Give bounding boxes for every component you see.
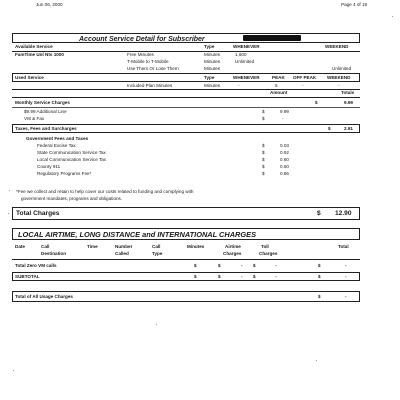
monthly-item-amount: 9.99 bbox=[280, 109, 289, 114]
tax-item-currency: $ bbox=[262, 143, 265, 148]
zero-vm-toll-amount: - bbox=[275, 263, 277, 268]
zero-vm-toll-currency: $ bbox=[253, 263, 256, 268]
plan-row-weekend: Unlimited bbox=[332, 66, 352, 71]
col-total: Total bbox=[338, 244, 349, 249]
col-airtime: Airtime bbox=[225, 244, 241, 249]
plan-row-type: Minutes bbox=[204, 66, 221, 71]
usage-total-label: Total of All Usage Charges bbox=[15, 293, 73, 299]
usage-total-amount: - bbox=[345, 293, 347, 299]
monthly-item-currency: $ bbox=[262, 109, 265, 114]
scan-speck bbox=[9, 190, 10, 191]
tax-item-amount: 0.50 bbox=[280, 164, 289, 169]
total-charges-amount: 12.90 bbox=[335, 210, 352, 217]
footnote-line: *Fee we collect and retain to help cover our costs related to funding and complying with bbox=[16, 189, 194, 194]
zero-vm-airtime-currency: $ bbox=[218, 263, 221, 268]
weekend-heading: WEEKEND bbox=[327, 74, 351, 80]
subtotal-total-amount: - bbox=[345, 273, 347, 279]
used-row-label: Included Plan Minutes bbox=[127, 83, 173, 88]
used-row-offpeak: - bbox=[302, 83, 304, 88]
used-row-weekend: - bbox=[338, 83, 340, 88]
tax-item-amount: 0.86 bbox=[280, 171, 289, 176]
account-title: Account Service Detail for Subscriber bbox=[79, 35, 205, 43]
footnote-line: government mandates, programs and obligations. bbox=[21, 196, 123, 201]
used-row-peak: 5 bbox=[275, 83, 278, 88]
tax-item-currency: $ bbox=[262, 157, 265, 162]
zero-vm-airtime-amount: - bbox=[241, 263, 243, 268]
col-number: Number bbox=[115, 244, 133, 249]
redacted-subscriber bbox=[243, 35, 301, 41]
subtotal-box bbox=[12, 272, 360, 281]
tax-item-label: Local Communication Service Tax bbox=[37, 157, 107, 162]
plan-row-label: Free Minutes bbox=[127, 52, 154, 57]
zero-vm-minutes-currency: $ bbox=[194, 263, 197, 268]
divider bbox=[12, 51, 360, 52]
subtotal-toll-currency: $ bbox=[253, 273, 256, 279]
tax-item-amount: 0.92 bbox=[280, 150, 289, 155]
tax-item-amount: 0.60 bbox=[280, 157, 289, 162]
zero-vm-total-currency: $ bbox=[318, 263, 321, 268]
tax-item-label: Regulatory Programs Fee* bbox=[37, 171, 92, 176]
monthly-charges-title: Monthly Service Charges bbox=[15, 100, 70, 105]
tax-item-label: Federal Excise Tax bbox=[37, 143, 76, 148]
used-service-heading: Used Service bbox=[15, 74, 44, 80]
subtotal-minutes-currency: $ bbox=[194, 273, 197, 279]
monthly-item-currency: $ bbox=[262, 116, 265, 121]
total-charges-label: Total Charges bbox=[16, 210, 60, 217]
divider bbox=[12, 89, 360, 90]
local-charges-title: LOCAL AIRTIME, LONG DISTANCE and INTERNATIONAL CHARGES bbox=[18, 230, 257, 239]
tax-item-currency: $ bbox=[262, 171, 265, 176]
col-toll: Toll bbox=[261, 244, 269, 249]
type-heading: Type bbox=[204, 74, 215, 80]
tax-item-label: County 911 bbox=[37, 164, 61, 169]
available-service-heading: Available Service bbox=[15, 44, 53, 49]
monthly-item-amount: - bbox=[282, 116, 284, 121]
scan-speck bbox=[13, 370, 14, 371]
scan-speck bbox=[156, 324, 157, 325]
scan-speck bbox=[392, 16, 393, 17]
amount-heading: Amount bbox=[270, 90, 288, 95]
offpeak-heading: OFF PEAK bbox=[293, 74, 317, 80]
zero-vm-total-amount: - bbox=[345, 263, 347, 268]
col-call: Call bbox=[41, 244, 50, 249]
col-called: Called bbox=[115, 251, 129, 256]
whenever-heading: WHENEVER bbox=[233, 44, 260, 49]
tax-item-currency: $ bbox=[262, 150, 265, 155]
total-charges-currency: $ bbox=[317, 210, 321, 217]
used-row-type: Minutes bbox=[204, 83, 221, 88]
usage-total-currency: $ bbox=[318, 293, 321, 299]
monthly-total: 9.99 bbox=[344, 100, 353, 105]
col-toll-charges: Charges bbox=[259, 251, 278, 256]
col-call-type: Call bbox=[152, 244, 161, 249]
divider bbox=[12, 97, 360, 98]
plan-row-whenever: 1,600 bbox=[235, 52, 247, 57]
col-minutes: Minutes bbox=[187, 244, 205, 249]
col-type: Type bbox=[152, 251, 163, 256]
plan-row-label: T-Mobile to T-Mobile bbox=[127, 59, 169, 64]
monthly-item-label: $9.99 Additional Line bbox=[24, 109, 67, 114]
weekend-heading: WEEKEND bbox=[325, 44, 349, 49]
subtotal-airtime-amount: - bbox=[241, 273, 243, 279]
taxes-subheading: Government Fees and Taxes bbox=[26, 136, 89, 141]
subtotal-total-currency: $ bbox=[318, 273, 321, 279]
plan-row-type: Minutes bbox=[204, 59, 221, 64]
scan-speck bbox=[8, 213, 9, 214]
taxes-total: 2.91 bbox=[344, 125, 353, 131]
col-time: Time bbox=[87, 244, 98, 249]
type-heading: Type bbox=[204, 44, 215, 49]
subtotal-toll-amount: - bbox=[275, 273, 277, 279]
tax-item-amount: 0.03 bbox=[280, 143, 289, 148]
document-date: Jun 06, 2000 bbox=[36, 2, 63, 7]
taxes-total-currency: $ bbox=[328, 125, 331, 131]
subtotal-label: SUBTOTAL bbox=[15, 273, 40, 279]
plan-row-whenever: Unlimited bbox=[235, 59, 255, 64]
page-number: Page 4 of 19 bbox=[341, 2, 368, 7]
used-row-whenever: - bbox=[238, 83, 240, 88]
plan-row-label: Use Them Or Lose Them bbox=[127, 66, 179, 71]
totals-heading: Totals bbox=[341, 90, 355, 95]
taxes-title: Taxes, Fees and Surcharges bbox=[15, 125, 77, 131]
tax-item-label: State Communication Service Tax bbox=[37, 150, 106, 155]
col-destination: Destination bbox=[41, 251, 67, 256]
tax-item-currency: $ bbox=[262, 164, 265, 169]
monthly-total-currency: $ bbox=[315, 100, 318, 105]
divider bbox=[12, 259, 360, 260]
monthly-item-label: VM & Fax bbox=[24, 116, 45, 121]
col-airtime-charges: Charges bbox=[223, 251, 242, 256]
whenever-heading: WHENEVER bbox=[233, 74, 260, 80]
col-date: Date bbox=[15, 244, 25, 249]
total-charges-box bbox=[12, 207, 360, 220]
scan-speck bbox=[316, 360, 317, 361]
peak-heading: PEAK bbox=[272, 74, 285, 80]
zero-vm-label: Total Zero VM calls bbox=[15, 263, 57, 268]
plan-name: FamTime Unl Nts 1000 bbox=[15, 52, 64, 57]
account-title-box bbox=[12, 33, 360, 43]
plan-row-type: Minutes bbox=[204, 52, 221, 57]
subtotal-airtime-currency: $ bbox=[218, 273, 221, 279]
divider bbox=[12, 107, 360, 108]
